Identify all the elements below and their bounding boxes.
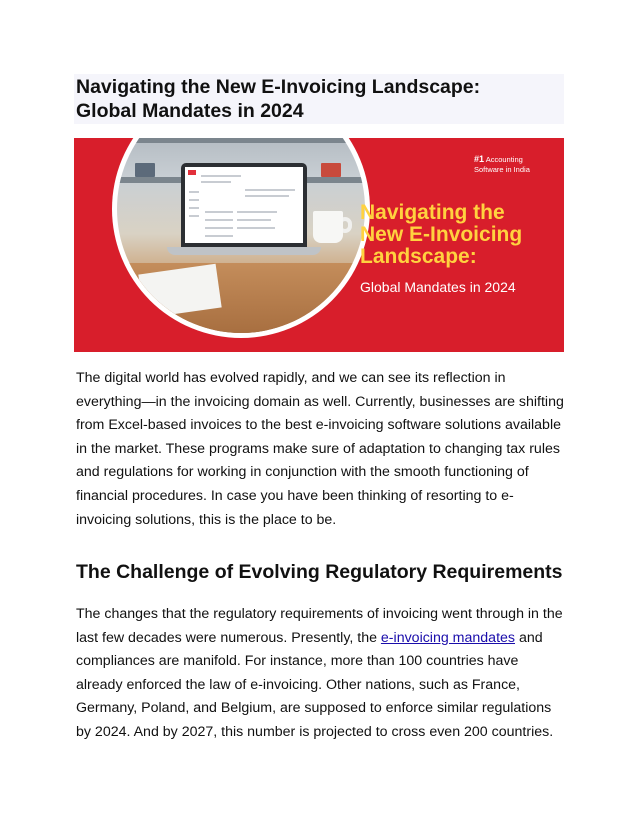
- banner-headline-line-2: New E-Invoicing: [360, 223, 523, 246]
- storage-bin: [135, 163, 155, 177]
- laptop-screen: [181, 163, 307, 247]
- shelf: [117, 138, 365, 143]
- paragraph-text: The changes that the regulatory requirements of invoicing went through in the last few decades were numerous. Presently, the: [76, 606, 563, 646]
- app-logo-icon: [188, 170, 196, 175]
- banner-headline: [360, 202, 560, 268]
- page-title: [76, 76, 564, 123]
- badge-line-1: Accounting: [485, 155, 523, 164]
- title-line-1: Navigating the New E-Invoicing Landscape:: [76, 76, 481, 98]
- badge-number: #1: [474, 154, 485, 164]
- invoice-software-screen: [185, 167, 303, 243]
- badge-line-2: Software in India: [474, 165, 530, 174]
- regulatory-paragraph: [76, 603, 566, 745]
- intro-paragraph: The digital world has evolved rapidly, and we can see its reflection in everything—in the invoicing domain as well. Currently, businesses are shifting from Excel-based invoices to the best e-invoicing software solutions available in the market. These programs make sure of adaptation to changing tax rules and regulations for working in conjunction with the smooth functioning of financial procedures. In case you have been thinking of resorting to e-invoicing solutions, this is the place to be.: [76, 370, 564, 528]
- hero-banner: [74, 138, 564, 352]
- section-heading: The Challenge of Evolving Regulatory Requirements: [76, 561, 563, 583]
- banner-subtitle: Global Mandates in 2024: [360, 279, 516, 295]
- e-invoicing-mandates-link[interactable]: e-invoicing mandates: [380, 629, 515, 646]
- banner-headline-line-1: Navigating the: [360, 201, 505, 224]
- office-laptop-photo: [117, 138, 365, 333]
- award-badge: [474, 154, 554, 175]
- storage-bin: [321, 163, 341, 177]
- banner-headline-line-3: Landscape:: [360, 245, 477, 268]
- paragraph-text: and compliances are manifold. For instance, more than 100 countries have already enforced the law of e-invoicing. Other nations, such as France, Germany, Poland, and Belgium, are supposed to enforce similar regulations by 2024. And by 2027, this number is projected to cross even 200 countries.: [76, 629, 554, 740]
- coffee-mug: [313, 211, 343, 243]
- laptop-base: [167, 247, 321, 255]
- title-line-2: Global Mandates in 2024: [76, 99, 304, 122]
- banner-photo-frame: [112, 138, 370, 338]
